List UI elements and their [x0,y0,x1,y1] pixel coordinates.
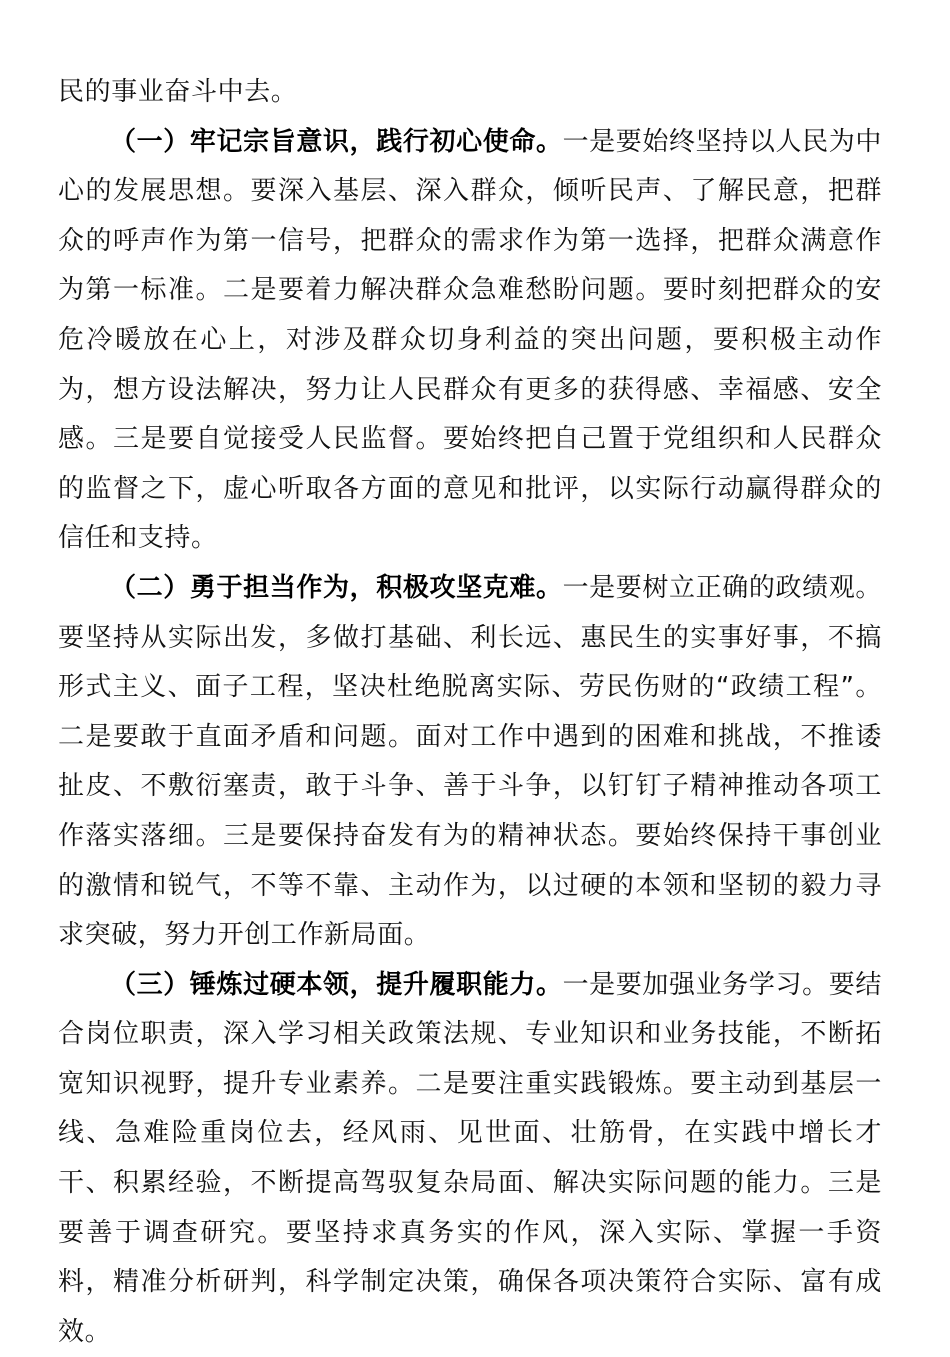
paragraph-text: 民的事业奋斗中去。 [58,77,298,107]
paragraph-section-3 [58,961,882,1357]
section-heading-1: （一）牢记宗旨意识，践行初心使命。 [110,126,563,157]
paragraph-continuation [58,68,882,118]
paragraph-text: 一是要树立正确的政绩观。要坚持从实际出发，多做打基础、利长远、惠民生的实事好事，不搞形式主义、面子工程，坚决杜绝脱离实际、劳民伤财的“政绩工程”。二是要敢于直面矛盾和问题。面对工作中遇到的困难和挑战，不推诿扯皮、不敷衍塞责，敢于斗争、善于斗争，以钉钉子精神推动各项工作落实落细。三是要保持奋发有为的精神状态。要始终保持干事创业的激情和锐气，不等不靠、主动作为，以过硬的本领和坚韧的毅力寻求突破，努力开创工作新局面。 [58,572,882,951]
paragraph-text: 一是要加强业务学习。要结合岗位职责，深入学习相关政策法规、专业知识和业务技能，不断拓宽知识视野，提升专业素养。二是要注重实践锻炼。要主动到基层一线、急难险重岗位去，经风雨、见世面、壮筋骨，在实践中增长才干、积累经验，不断提高驾驭复杂局面、解决实际问题的能力。三是要善于调查研究。要坚持求真务实的作风，深入实际、掌握一手资料，精准分析研判，科学制定决策，确保各项决策符合实际、富有成效。 [58,969,882,1347]
section-heading-2: （二）勇于担当作为，积极攻坚克难。 [110,572,563,603]
paragraph-section-2 [58,564,882,961]
paragraph-section-1 [58,118,882,564]
paragraph-text: 一是要始终坚持以人民为中心的发展思想。要深入基层、深入群众，倾听民声、了解民意，把群众的呼声作为第一信号，把群众的需求作为第一选择，把群众满意作为第一标准。二是要着力解决群众急难愁盼问题。要时刻把群众的安危冷暖放在心上，对涉及群众切身利益的突出问题，要积极主动作为，想方设法解决，努力让人民群众有更多的获得感、幸福感、安全感。三是要自觉接受人民监督。要始终把自己置于党组织和人民群众的监督之下，虚心听取各方面的意见和批评，以实际行动赢得群众的信任和支持。 [58,126,882,554]
section-heading-3: （三）锤炼过硬本领，提升履职能力。 [110,969,563,1000]
